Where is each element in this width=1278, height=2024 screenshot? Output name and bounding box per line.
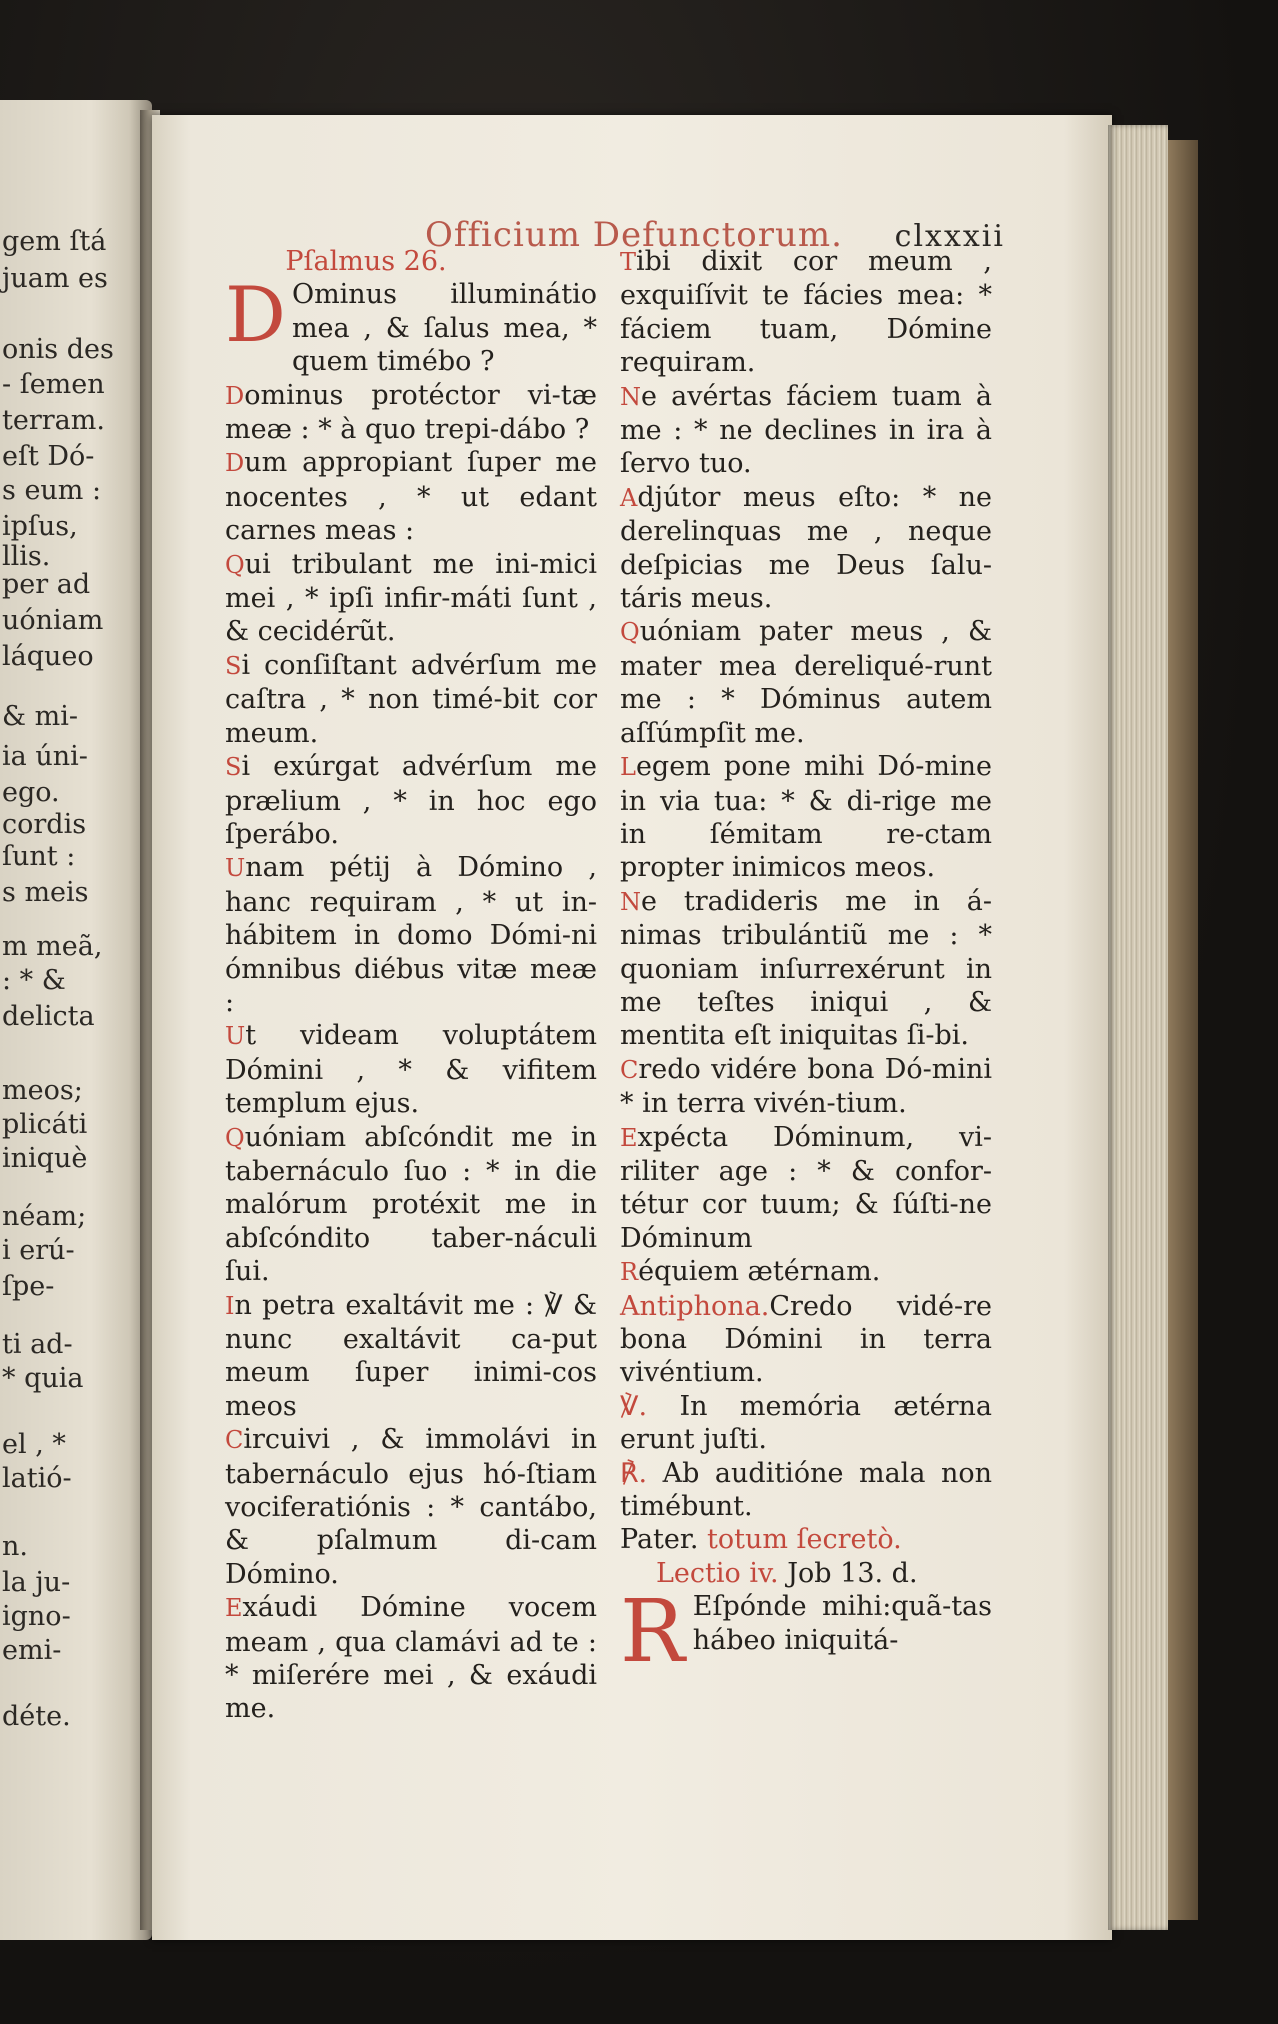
antiphon-label: Antiphona.: [620, 1290, 770, 1322]
verse-paragraph: [620, 1053, 992, 1121]
drop-cap-d: D: [225, 270, 286, 360]
verse-text: e tradideris me in á-nimas tribulántiũ me : * quoniam inſurrexérunt in me teſtes iniqui , & mentita eſt iniquitas ſi-bi.: [620, 885, 992, 1052]
left-page-line: onis des: [2, 334, 114, 365]
left-page-line: * quia: [2, 1363, 84, 1394]
verse-text: équiem ætérnam.: [638, 1256, 881, 1288]
verse-text: t videam voluptátem Dómini , * & vifitem templum ejus.: [225, 1020, 597, 1120]
psalm-heading: Pſalmus 26.: [285, 246, 447, 277]
verse-initial: I: [225, 1291, 235, 1320]
left-page-line: ti ad-: [2, 1329, 73, 1360]
verse-paragraph: [620, 750, 992, 885]
verse-initial: C: [225, 1426, 244, 1455]
verse-paragraph: [620, 615, 992, 750]
verse-initial: N: [620, 382, 641, 411]
left-page-line: igno-: [2, 1601, 71, 1632]
left-page-line: cordis: [2, 809, 87, 840]
left-page-line: latió-: [2, 1463, 72, 1494]
verse-text: uóniam abſcóndit me in tabernáculo ſuo : * in die malórum protéxit me in abſcóndito taber-náculi ſui.: [225, 1121, 597, 1288]
right-column: [620, 245, 992, 1683]
verse-initial: Q: [620, 618, 640, 647]
left-page-line: n.: [2, 1531, 28, 1562]
left-page-line: : * &: [2, 965, 66, 996]
verse-initial: T: [620, 248, 637, 276]
verse-text: djútor meus eſto: * ne derelinquas me , neque deſpicias me Deus ſalu-táris meus.: [620, 481, 992, 615]
left-page-line: ipſus,: [2, 511, 78, 542]
left-page-line: el , *: [2, 1429, 66, 1460]
verse-text: um appropiant ſuper me nocentes , * ut edant carnes meas :: [225, 447, 597, 547]
verse-paragraph: [620, 245, 992, 380]
verse-initial: E: [225, 1594, 243, 1623]
left-page-line: - ſemen: [2, 369, 105, 400]
right-column-body: [620, 245, 992, 1290]
verse-paragraph: [620, 481, 992, 616]
verse-text: ui tribulant me ini-mici mei , * ipſi infir-máti ſunt , & cecidérũt.: [225, 548, 597, 648]
left-page-line: láqueo: [2, 641, 94, 672]
left-page-line: per ad: [2, 569, 91, 600]
drop-cap-r: R: [620, 1582, 685, 1683]
verse-text: Ominus illuminátio mea , & ſalus mea, * quem timébo ?: [291, 279, 597, 378]
verse-paragraph: [225, 1591, 597, 1726]
verse-initial: S: [225, 651, 242, 680]
left-column-body: [225, 270, 597, 1725]
verse-initial: Q: [225, 550, 245, 579]
verse-paragraph: [620, 1121, 992, 1256]
verse-initial: N: [620, 887, 641, 916]
verse-initial: S: [225, 753, 242, 782]
verse-initial: Q: [225, 1123, 245, 1152]
left-page-line: juam es: [2, 263, 108, 294]
left-page-line: emi-: [2, 1635, 62, 1666]
verse-text: nam pétij à Dómino , hanc requiram , * ut in-hábitem in domo Dómi-ni ómnibus diébus vitæ meæ :: [225, 852, 597, 1018]
verse-text: ircuivi , & immolávi in tabernáculo ejus hó-ſtiam vociferatiónis : * cantábo, & pſalmum di-cam Dómino.: [225, 1424, 597, 1590]
verse-text: i conſiſtant advérſum me caſtra , * non timé-bit cor meum.: [225, 649, 597, 749]
left-page-line: déte.: [2, 1701, 71, 1732]
pater-text: Pater.: [620, 1524, 699, 1556]
pater-line: [620, 1523, 992, 1556]
lectio-label: Lectio iv.: [656, 1557, 779, 1589]
verse-paragraph: [225, 1121, 597, 1289]
left-page-line: meos;: [2, 1075, 83, 1106]
verse-text: xáudi Dómine vocem meam , qua clamávi ad te : * miſerére mei , & exáudi me.: [225, 1592, 597, 1725]
response: [620, 1457, 992, 1524]
verse-initial: U: [225, 1022, 246, 1051]
final-text: Eſpónde mihi:quã-tas hábeo iniquitá-: [692, 1591, 992, 1656]
antiphon-text: Credo vidé-re bona Dómini in terra vivéntium.: [620, 1290, 992, 1389]
verse-initial: D: [225, 381, 245, 410]
verse-paragraph: [620, 885, 992, 1053]
verse-paragraph: [225, 548, 597, 649]
verse-initial: C: [620, 1055, 639, 1084]
verse-text: i exúrgat advérſum me prælium , * in hoc ego ſperábo.: [225, 751, 597, 850]
response-mark: ℟.: [620, 1457, 648, 1489]
left-page-line: la ju-: [2, 1567, 71, 1598]
verse-paragraph: [225, 446, 597, 547]
verse-initial: A: [620, 483, 638, 512]
left-page-line: ia úni-: [2, 741, 88, 772]
verse-text: redo vidére bona Dó-mini * in terra vivén-tium.: [620, 1053, 992, 1120]
verse-initial: R: [620, 1258, 639, 1287]
verse-paragraph: [225, 1289, 597, 1424]
left-page-line: iniquè: [2, 1143, 88, 1174]
left-page-line: s eum :: [2, 475, 102, 506]
book-cover-edge: [1168, 140, 1198, 1920]
verse-paragraph: [225, 851, 597, 1019]
left-page-line: & mi-: [2, 701, 78, 732]
verse-paragraph: [620, 380, 992, 481]
left-page-line: delicta: [2, 1001, 95, 1032]
left-page-line: i erú-: [2, 1235, 75, 1266]
response-text: Ab auditióne mala non timébunt.: [620, 1457, 992, 1523]
folio-number: clxxxii: [894, 219, 1005, 254]
left-page-line: terram.: [2, 405, 105, 436]
verse-paragraph: [620, 1255, 992, 1289]
left-page-line: ſpe-: [2, 1271, 55, 1302]
final-paragraph: [620, 1582, 992, 1683]
pater-rubric: totum ſecretò.: [707, 1524, 902, 1556]
versicle-mark: ℣.: [620, 1390, 648, 1422]
verse-text: xpécta Dóminum, vi-riliter age : * & confor-tétur cor tuum; & ſúſti-ne Dóminum: [620, 1121, 992, 1254]
verse-paragraph: [225, 1423, 597, 1591]
page-title: Officium Defunctorum.: [425, 215, 843, 255]
verse-text: n petra exaltávit me : ℣ & nunc exaltávit ca-put meum ſuper inimi-cos meos: [225, 1289, 597, 1422]
left-page-line: eſt Dó-: [2, 441, 95, 472]
left-page-line: ſunt :: [2, 841, 76, 872]
lectio-ref: Job 13. d.: [787, 1557, 918, 1589]
verse-initial: U: [225, 854, 246, 883]
verse-initial: E: [620, 1123, 638, 1152]
verse-text: ominus protéctor vi-tæ meæ : * à quo trepi-dábo ?: [225, 379, 597, 446]
left-page-line: gem ſtá: [2, 226, 107, 257]
versicle: [620, 1390, 992, 1457]
verse-text: egem pone mihi Dó-mine in via tua: * & di-rige me in ſémitam re-ctam propter inimicos meos.: [620, 751, 992, 884]
verse-text: ibi dixit cor meum , exquiſívit te fácies mea: * fáciem tuam, Dómine requiram.: [620, 246, 992, 379]
verse-initial: L: [620, 753, 636, 782]
left-column: [225, 245, 597, 1726]
verse-text: e avértas fáciem tuam à me : * ne declines in ira à ſervo tuo.: [620, 380, 992, 480]
left-page-line: llis.: [2, 541, 51, 572]
verse-paragraph: [225, 649, 597, 750]
lectio-heading: [620, 1557, 992, 1590]
left-page-line: s meis: [2, 877, 89, 908]
left-page-line: m meã,: [2, 931, 103, 962]
verse-paragraph: [225, 379, 597, 447]
left-page-line: uóniam: [2, 605, 104, 636]
verse-text: uóniam pater meus , & mater mea dereliqué-runt me : * Dóminus autem aſſúmpſit me.: [620, 616, 992, 749]
left-page-line: néam;: [2, 1201, 87, 1232]
verse-paragraph: [225, 750, 597, 851]
verse-initial: D: [225, 449, 245, 478]
antiphon: [620, 1290, 992, 1390]
left-page-line: ego.: [2, 777, 60, 808]
page-edges: [1108, 125, 1168, 1930]
left-page-line: plicáti: [2, 1109, 88, 1140]
versicle-text: In memória ætérna erunt juſti.: [620, 1390, 992, 1456]
verse-paragraph: [225, 1019, 597, 1120]
verse-paragraph: [225, 270, 597, 378]
